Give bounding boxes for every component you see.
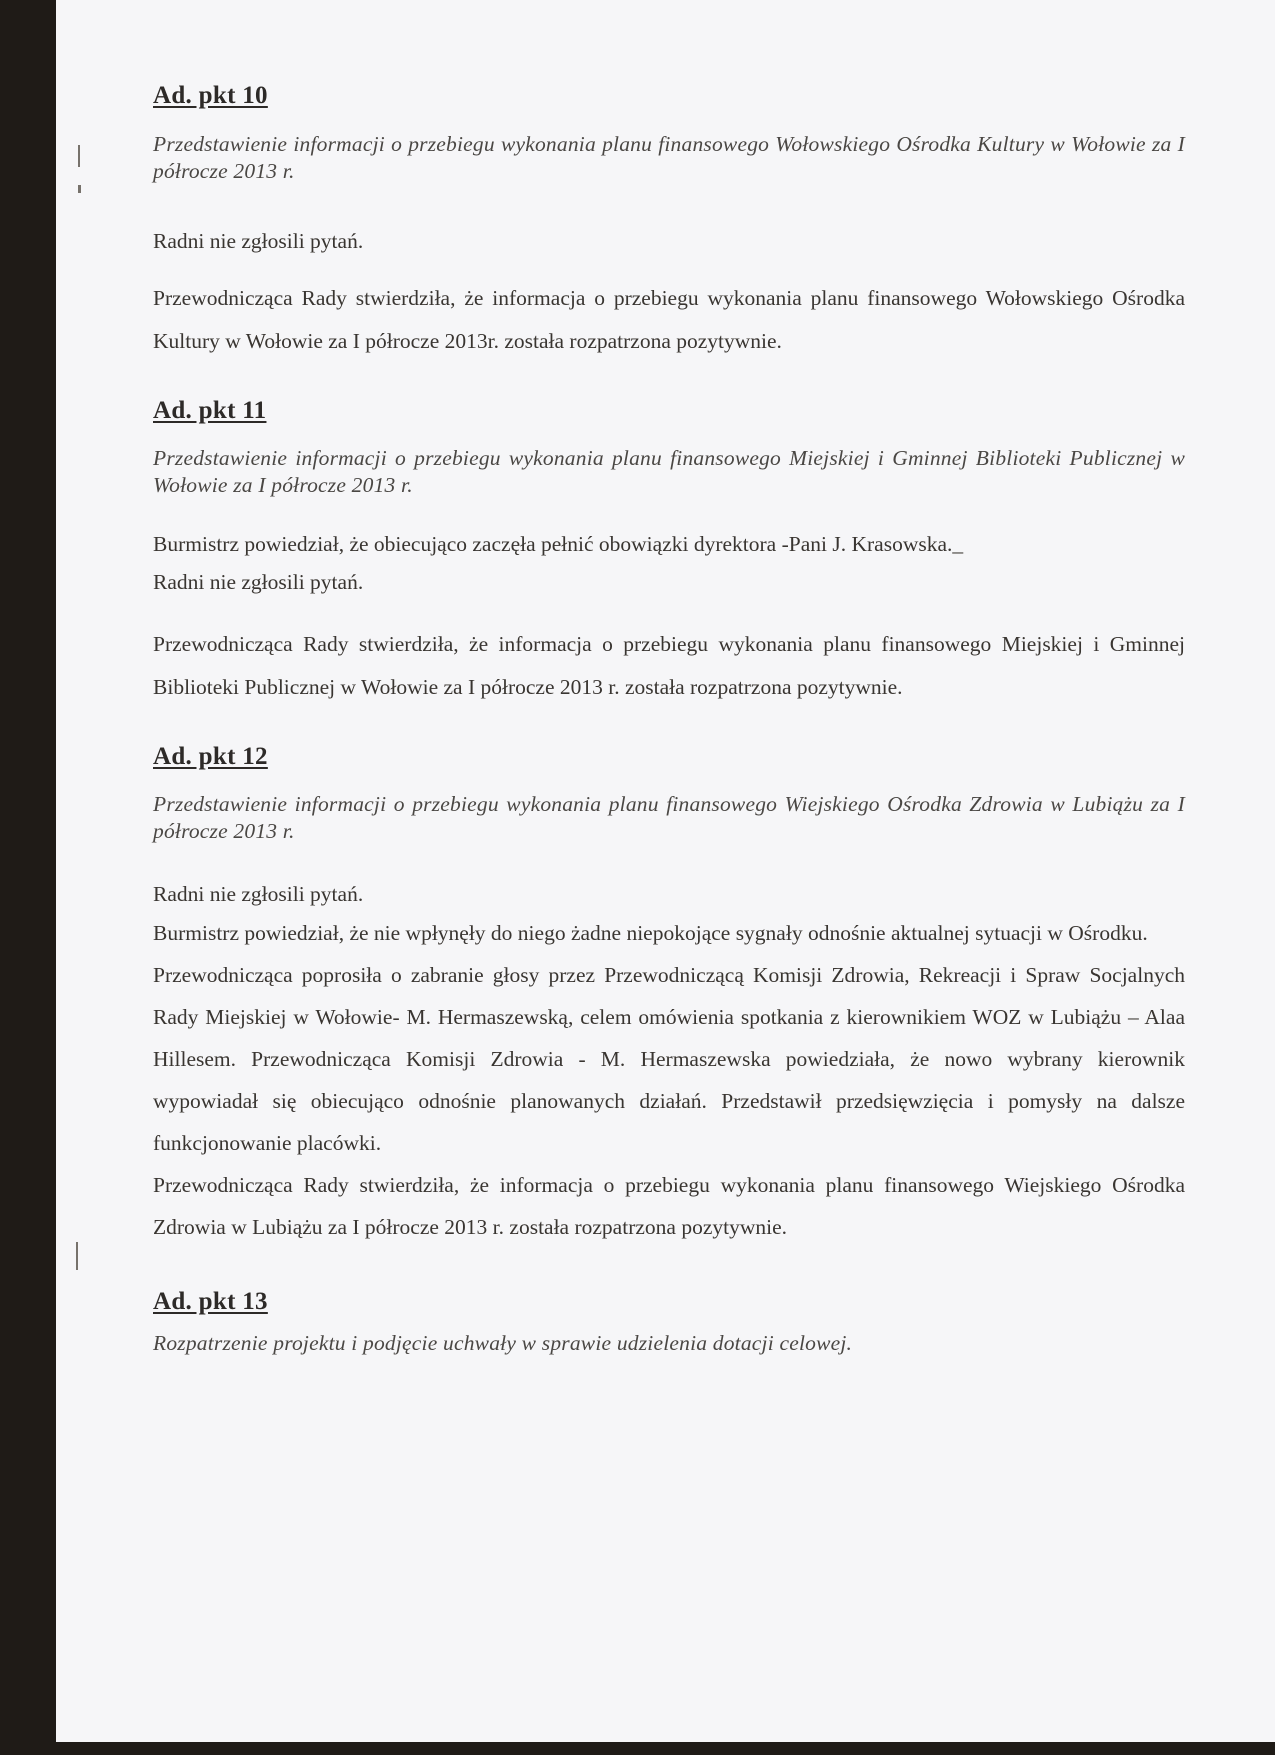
- body-paragraph: Radni nie zgłosili pytań.: [153, 570, 364, 594]
- scan-mark: [78, 145, 80, 167]
- body-paragraph: Przewodnicząca Rady stwierdziła, że informacja o przebiegu wykonania planu finansowego Wiejskiego Ośrodka Zdrowia w Lubiążu za I półrocze 2013 r. została rozpatrzona pozytywnie.: [153, 1173, 1185, 1239]
- scan-mark: [76, 1242, 78, 1270]
- document-content: [153, 80, 1185, 1357]
- section-pkt-12: [153, 741, 1185, 1248]
- section-subject: Przedstawienie informacji o przebiegu wykonania planu finansowego Wiejskiego Ośrodka Zdrowia w Lubiążu za I półrocze 2013 r.: [153, 792, 1185, 843]
- body-paragraph: Burmistrz powiedział, że obiecująco zaczęła pełnić obowiązki dyrektora -Pani J. Krasowska._: [153, 532, 964, 556]
- scan-mark: [78, 185, 81, 193]
- section-pkt-13: [153, 1286, 1185, 1357]
- body-paragraph: Przewodnicząca Rady stwierdziła, że informacja o przebiegu wykonania planu finansowego Miejskiej i Gminnej Biblioteki Publicznej w Wołowie za I półrocze 2013 r. została rozpatrzona pozytywnie.: [153, 632, 1185, 699]
- body-paragraph: Burmistrz powiedział, że nie wpłynęły do niego żadne niepokojące sygnały odnośnie aktualnej sytuacji w Ośrodku.: [153, 921, 1148, 945]
- section-subject: Przedstawienie informacji o przebiegu wykonania planu finansowego Wołowskiego Ośrodka Kultury w Wołowie za I półrocze 2013 r.: [153, 132, 1185, 183]
- section-heading: Ad. pkt 11: [153, 397, 267, 424]
- body-paragraph: Przewodnicząca Rady stwierdziła, że informacja o przebiegu wykonania planu finansowego Wołowskiego Ośrodka Kultury w Wołowie za I półrocze 2013r. została rozpatrzona pozytywnie.: [153, 286, 1185, 353]
- body-paragraph: Przewodnicząca poprosiła o zabranie głosy przez Przewodniczącą Komisji Zdrowia, Rekreacji i Spraw Socjalnych Rady Miejskiej w Wołowie- M. Hermaszewską, celem omówienia spotkania z kierownikiem WOZ w Lubiążu – Alaa Hillesem. Przewodnicząca Komisji Zdrowia - M. Hermaszewska powiedziała, że nowo wybrany kierownik wypowiadał się obiecująco odnośnie planowanych działań. Przedstawił przedsięwzięcia i pomysły na dalsze funkcjonowanie placówki.: [153, 963, 1185, 1155]
- section-heading: Ad. pkt 12: [153, 743, 268, 770]
- section-heading: Ad. pkt 10: [153, 82, 268, 109]
- section-subject: Rozpatrzenie projektu i podjęcie uchwały w sprawie udzielenia dotacji celowej.: [153, 1331, 853, 1355]
- body-paragraph: Radni nie zgłosili pytań.: [153, 882, 364, 906]
- section-heading: Ad. pkt 13: [153, 1288, 268, 1315]
- section-subject: Przedstawienie informacji o przebiegu wykonania planu finansowego Miejskiej i Gminnej Biblioteki Publicznej w Wołowie za I półrocze 2013 r.: [153, 446, 1185, 497]
- body-paragraph: Radni nie zgłosili pytań.: [153, 229, 364, 253]
- section-pkt-10: [153, 80, 1185, 363]
- section-pkt-11: [153, 395, 1185, 709]
